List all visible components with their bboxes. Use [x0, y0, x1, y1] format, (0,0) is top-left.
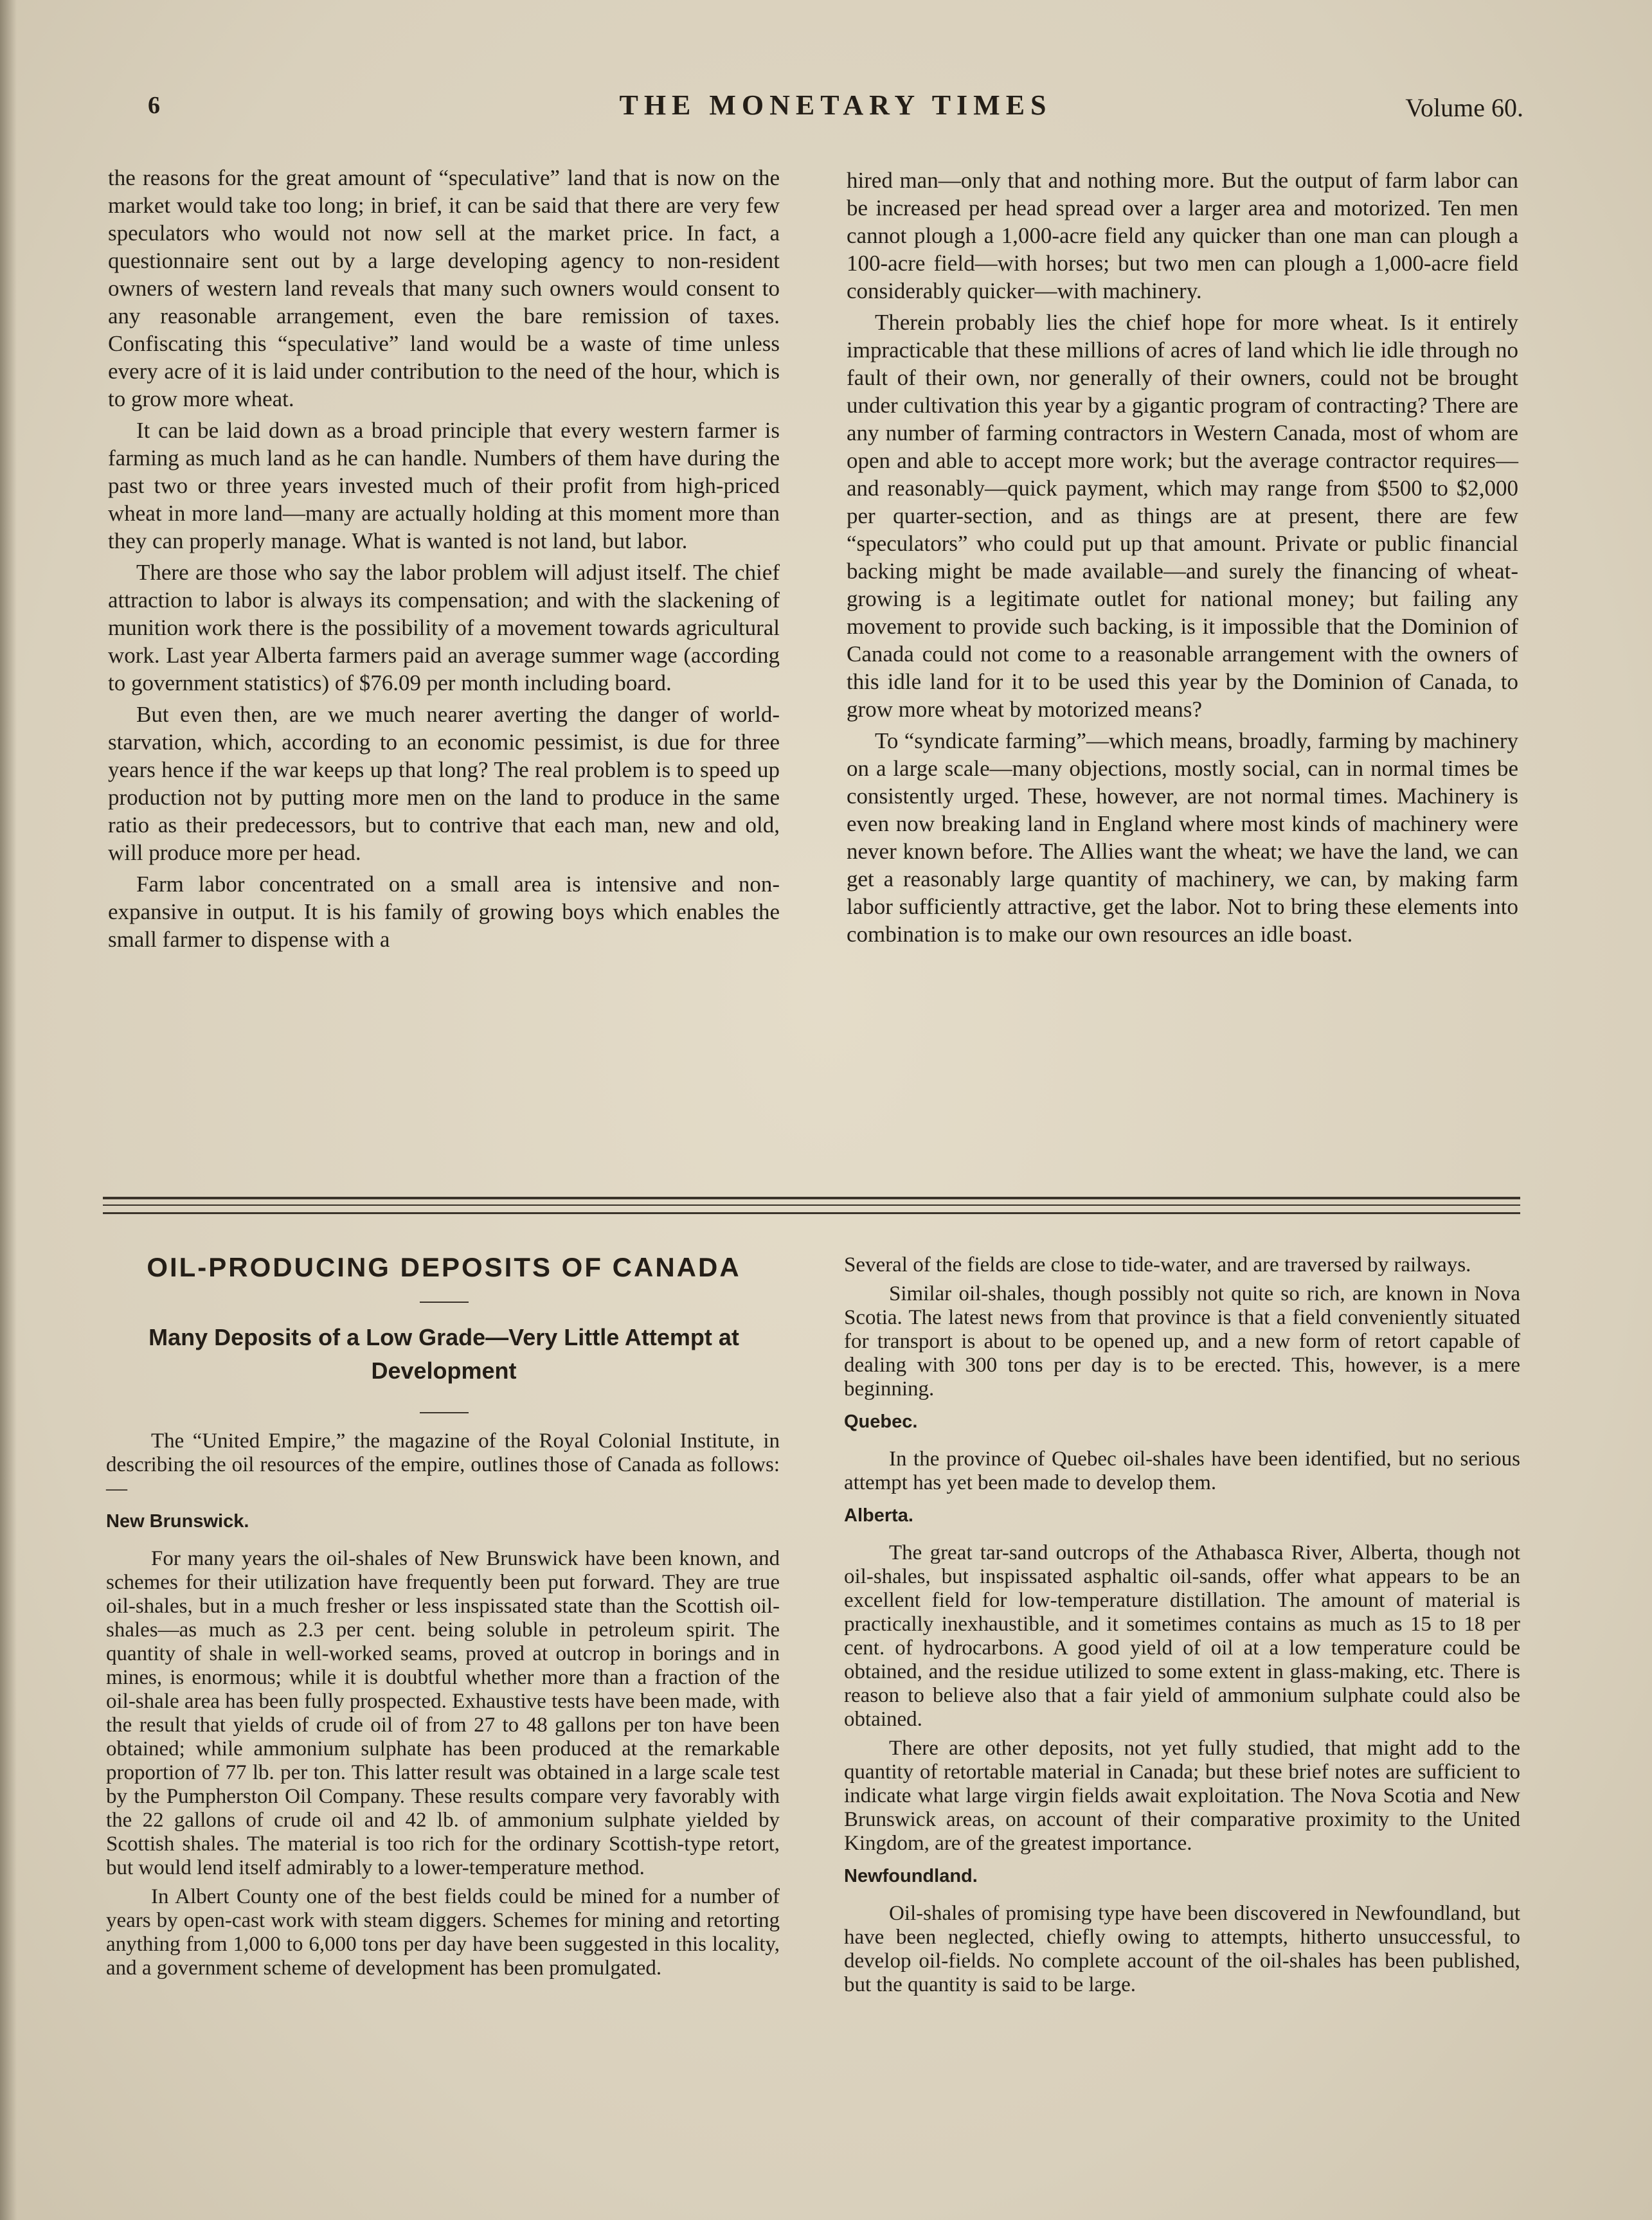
article-title: OIL-PRODUCING DEPOSITS OF CANADA [147, 1252, 741, 1282]
journal-title: THE MONETARY TIMES [619, 89, 1052, 121]
title-rule [420, 1302, 469, 1303]
paragraph: the reasons for the great amount of “speculative” land that is now on the market would take too long; in brief, it can be said that there are very few speculators who would not now sell at the market price. In fact, a questionnaire sent out by a large developing agency to non-resident owners of western land reveals that many such owners would consent to any reasonable arrangement, even the bare remission of taxes. Confiscating this “speculative” land would be a waste of time unless every acre of it is laid under contribution to the need of the hour, which is to grow more wheat. [108, 165, 780, 411]
subtitle-rule [420, 1412, 469, 1413]
paragraph: Several of the fields are close to tide-water, and are traversed by railways. [844, 1253, 1471, 1276]
article-subtitle: Many Deposits of a Low Grade—Very Little Attempt at Development [148, 1324, 739, 1384]
paragraph: Therein probably lies the chief hope for more wheat. Is it entirely impracticable that these millions of acres of land which lie idle through no fault of their own, nor generally of their owners, could not be brought under cultivation this year by a gigantic program of contracting? There are any number of farming contractors in Western Canada, most of whom are open and able to accept more work; but the average contractor requires—and reasonably—quick payment, which may range from $500 to $2,000 per quarter-section, and as things are at present, there are few “speculators” who could put up that amount. Private or public financial backing might be made available—and surely the financing of wheat-growing is a legitimate outlet for national money; but failing any movement to provide such backing, is it impossible that the Dominion of Canada could not come to a reasonable arrangement with the owners of this idle land for it to be used this year by the Dominion of Canada, to grow more wheat by motorized means? [847, 310, 1518, 722]
section-divider [103, 1204, 1520, 1206]
paragraph: The great tar-sand outcrops of the Athabasca River, Alberta, though not oil-shales, but inspissated asphaltic oil-sands, offer what appears to be an excellent field for low-temperature distillation. The amount of material is practically inexhaustible, and it sometimes contains as much as 15 to 18 per cent. of hydrocarbons. A good yield of oil at a low temperature could be obtained, and the residue utilized to some extent in glass-making, etc. There is reason to believe also that a fair yield of ammonium sulphate could also be obtained. [844, 1541, 1520, 1731]
section-heading-newfoundland: Newfoundland. [844, 1866, 978, 1886]
article-right-column [844, 1253, 1520, 2002]
paragraph: For many years the oil-shales of New Brunswick have been known, and schemes for their utilization have frequently been put forward. They are true oil-shales, but in a much fresher or less inspissated state than the Scottish oil-shales—as much as 2.3 per cent. being soluble in petroleum spirit. The quantity of shale in well-worked seams, proved at outcrop in borings and in mines, is enormous; while it is doubtful whether more than a fraction of the oil-shale area has been fully prospected. Exhaustive tests have been made, with the result that yields of crude oil of from 27 to 48 gallons per ton have been obtained; while ammonium sulphate has been produced at the remarkable proportion of 77 lb. per ton. This latter result was obtained in a large scale test by the Pumpherston Oil Company. These results compare very favorably with the 22 gallons of crude oil and 42 lb. of ammonium sulphate yielded by Scottish shales. The material is too rich for the ordinary Scottish-type retort, but would lend itself admirably to a lower-temperature method. [106, 1547, 780, 1879]
paragraph: In the province of Quebec oil-shales have been identified, but no serious attempt has yet been made to develop them. [844, 1447, 1520, 1494]
paragraph: Similar oil-shales, though possibly not quite so rich, are known in Nova Scotia. The latest news from that province is that a field conveniently situated for transport is about to be opened up, and a new form of retort capable of dealing with 300 tons per day is to be erected. This, however, is a mere beginning. [844, 1282, 1520, 1401]
page-header [148, 89, 1523, 134]
section-heading-new-brunswick: New Brunswick. [106, 1511, 249, 1532]
intro-paragraph: The “United Empire,” the magazine of the Royal Colonial Institute, in describing the oil resources of the empire, outlines those of Canada as follows:— [106, 1429, 780, 1500]
binding-shadow [0, 0, 17, 2220]
paragraph: But even then, are we much nearer averting the danger of world-starvation, which, according to an economic pessimist, is due for three years hence if the war keeps up that long? The real problem is to speed up production not by putting more men on the land to produce in the same ratio as their predecessors, but to contrive that each man, new and old, will produce more per head. [108, 702, 780, 865]
paragraph: Oil-shales of promising type have been discovered in Newfoundland, but have been neglected, chiefly owing to attempts, hitherto unsuccessful, to develop oil-fields. No complete account of the oil-shales has been published, but the quantity is said to be large. [844, 1902, 1520, 1996]
section-heading-alberta: Alberta. [844, 1505, 913, 1526]
section-heading-quebec: Quebec. [844, 1411, 918, 1432]
paragraph: There are other deposits, not yet fully studied, that might add to the quantity of retortable material in Canada; but these brief notes are sufficient to indicate what large virgin fields await exploitation. The Nova Scotia and New Brunswick areas, on account of their comparative proximity to the United Kingdom, are of the greatest importance. [844, 1737, 1520, 1855]
page-number: 6 [148, 92, 160, 119]
paragraph: Farm labor concentrated on a small area is intensive and non-expansive in output. It is his family of growing boys which enables the small farmer to dispense with a [108, 872, 780, 952]
paragraph: There are those who say the labor problem will adjust itself. The chief attraction to labor is always its compensation; and with the slackening of munition work there is the possibility of a movement towards agricultural work. Last year Alberta farmers paid an average summer wage (according to government statistics) of $76.09 per month including board. [108, 560, 780, 695]
section-divider [103, 1212, 1520, 1214]
paragraph: hired man—only that and nothing more. But the output of farm labor can be increased per head spread over a larger area and motorized. Ten men cannot plough a 1,000-acre field any quicker than one man can plough a 100-acre field—with horses; but two men can plough a 1,000-acre field considerably quicker—with machinery. [847, 168, 1518, 303]
paragraph: To “syndicate farming”—which means, broadly, farming by machinery on a large scale—many objections, mostly social, can in normal times be consistently urged. These, however, are not normal times. Machinery is even now breaking land in England where most kinds of machinery were never known before. The Allies want the wheat; we have the land, we can get a reasonably large quantity of machinery, we can, by making farm labor sufficiently attractive, get the labor. Not to bring these elements into combination is to make our own resources an idle boast. [847, 728, 1518, 947]
volume-label: Volume 60. [1405, 93, 1523, 122]
paragraph: It can be laid down as a broad principle that every western farmer is farming as much land as he can handle. Numbers of them have during the past two or three years invested much of their profit from high-priced wheat in more land—many are actually holding at this moment more than they can properly manage. What is wanted is not land, but labor. [108, 418, 780, 553]
article-left-column [106, 1429, 780, 1985]
top-right-column [847, 166, 1518, 952]
paragraph: In Albert County one of the best fields could be mined for a number of years by open-cast work with steam diggers. Schemes for mining and retorting anything from 1,000 to 6,000 tons per day have been suggested in this locality, and a government scheme of development has been promulgated. [106, 1885, 780, 1980]
section-divider [103, 1197, 1520, 1199]
top-left-column [108, 164, 780, 957]
